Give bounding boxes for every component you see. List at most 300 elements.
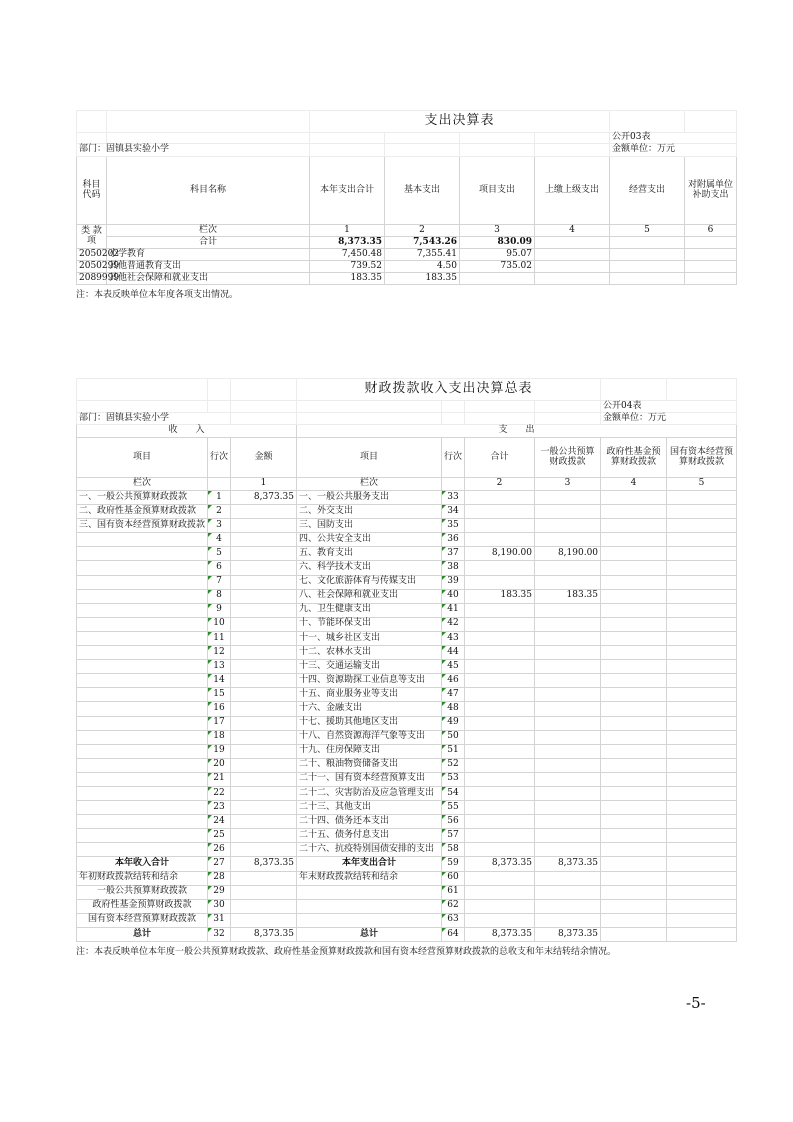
- table-row: [77, 631, 737, 645]
- expense-item: 年末财政拨款结转和结余: [297, 871, 442, 885]
- header-total: 本年支出合计: [310, 157, 385, 225]
- table-row: [77, 744, 737, 758]
- expense-line-no: 53: [442, 772, 465, 786]
- expense-general-budget: [535, 519, 601, 533]
- table04-title: 财政拨款收入支出决算总表: [297, 379, 601, 401]
- income-item: 国有资本经营预算财政拨款: [77, 913, 208, 927]
- income-amount: [231, 786, 297, 800]
- income-line-no: 12: [208, 646, 231, 660]
- table-row: [77, 273, 737, 285]
- expense-capital-budget: [667, 491, 737, 505]
- row-total: 183.35: [310, 273, 385, 285]
- header-capital-budget: 国有资本经营预算财政拨款: [667, 438, 737, 478]
- income-item: [77, 702, 208, 716]
- table03-title: 支出决算表: [310, 111, 610, 133]
- expense-capital-budget: [667, 815, 737, 829]
- expense-general-budget: [535, 688, 601, 702]
- income-item: 本年收入合计: [77, 857, 208, 871]
- expense-fund-budget: [601, 519, 667, 533]
- income-line-no: 32: [208, 927, 231, 941]
- expense-capital-budget: [667, 927, 737, 941]
- expense-fund-budget: [601, 730, 667, 744]
- table-row: [77, 561, 737, 575]
- expense-general-budget: [535, 702, 601, 716]
- expense-total: [465, 843, 535, 857]
- header-upper: 上缴上级支出: [535, 157, 610, 225]
- expense-capital-budget: [667, 829, 737, 843]
- table-row: [77, 857, 737, 871]
- expense-capital-budget: [667, 617, 737, 631]
- expense-line-no: 56: [442, 815, 465, 829]
- income-section-label: 收 入: [77, 425, 297, 438]
- table03-unit: 金额单位：万元: [610, 144, 737, 157]
- expense-general-budget: 183.35: [535, 589, 601, 603]
- expense-capital-budget: [667, 772, 737, 786]
- table-row: [77, 688, 737, 702]
- income-amount: 8,373.35: [231, 927, 297, 941]
- header-line: 行次: [208, 438, 231, 478]
- expense-general-budget: [535, 491, 601, 505]
- expense-item: 十八、自然资源海洋气象等支出: [297, 730, 442, 744]
- col-num: 1: [231, 478, 297, 491]
- expense-capital-budget: [667, 547, 737, 561]
- table-row: [77, 871, 737, 885]
- col-num: 2: [385, 225, 460, 237]
- total-value: 7,543.26: [385, 237, 460, 249]
- income-line-no: 23: [208, 801, 231, 815]
- table-row: [77, 913, 737, 927]
- expense-general-budget: [535, 871, 601, 885]
- expense-line-no: 57: [442, 829, 465, 843]
- expense-fund-budget: [601, 646, 667, 660]
- expense-capital-budget: [667, 674, 737, 688]
- table-row: [77, 702, 737, 716]
- expense-item: 二十六、抗疫特别国债安排的支出: [297, 843, 442, 857]
- expense-capital-budget: [667, 519, 737, 533]
- expense-line-no: 55: [442, 801, 465, 815]
- expense-fund-budget: [601, 927, 667, 941]
- income-line-no: 24: [208, 815, 231, 829]
- expense-item: [297, 913, 442, 927]
- table-row: [77, 575, 737, 589]
- row-total: 739.52: [310, 261, 385, 273]
- expense-total: [465, 617, 535, 631]
- income-item: [77, 758, 208, 772]
- table04-note: 注：本表反映单位本年度一般公共预算财政拨款、政府性基金预算财政拨款和国有资本经营预算财政拨款的总收支和年末结转结余情况。: [76, 947, 617, 957]
- table-row: [77, 617, 737, 631]
- table-row: [77, 716, 737, 730]
- table04-dept: 部门：固镇县实验小学: [77, 413, 231, 425]
- row-name: 小学教育: [107, 249, 310, 261]
- income-amount: 8,373.35: [231, 491, 297, 505]
- expense-fund-budget: [601, 899, 667, 913]
- income-amount: [231, 744, 297, 758]
- table-row: [77, 843, 737, 857]
- income-item: 总计: [77, 927, 208, 941]
- header-subject-code: 科目代码: [77, 157, 107, 225]
- expense-total: [465, 716, 535, 730]
- expense-fund-budget: [601, 561, 667, 575]
- expense-line-no: 42: [442, 617, 465, 631]
- expense-fund-budget: [601, 688, 667, 702]
- expense-general-budget: [535, 631, 601, 645]
- expense-total: [465, 815, 535, 829]
- total-value: 830.09: [460, 237, 535, 249]
- expense-line-no: 63: [442, 913, 465, 927]
- row-code: 2089999: [77, 273, 107, 285]
- income-item: 政府性基金预算财政拨款: [77, 899, 208, 913]
- table-row: [77, 786, 737, 800]
- income-line-no: 3: [208, 519, 231, 533]
- expense-general-budget: 8,190.00: [535, 547, 601, 561]
- expense-capital-budget: [667, 857, 737, 871]
- income-item: [77, 561, 208, 575]
- row-total: 7,450.48: [310, 249, 385, 261]
- expense-total: 183.35: [465, 589, 535, 603]
- table-row: [77, 547, 737, 561]
- income-line-no: 25: [208, 829, 231, 843]
- income-amount: [231, 533, 297, 547]
- class-label: 类 款 项: [77, 225, 107, 249]
- row-project: 735.02: [460, 261, 535, 273]
- expense-item: 十、节能环保支出: [297, 617, 442, 631]
- income-amount: [231, 758, 297, 772]
- expense-line-no: 59: [442, 857, 465, 871]
- income-amount: [231, 603, 297, 617]
- expense-fund-budget: [601, 617, 667, 631]
- income-line-no: 19: [208, 744, 231, 758]
- expense-total: [465, 801, 535, 815]
- header-subject-name: 科目名称: [107, 157, 310, 225]
- expense-item: 十六、金融支出: [297, 702, 442, 716]
- expense-item: 十九、住房保障支出: [297, 744, 442, 758]
- expense-capital-budget: [667, 716, 737, 730]
- expense-fund-budget: [601, 801, 667, 815]
- income-line-no: 29: [208, 885, 231, 899]
- expense-item: [297, 899, 442, 913]
- expense-item: 十四、资源勘探工业信息等支出: [297, 674, 442, 688]
- expense-total: [465, 603, 535, 617]
- expense-total: [465, 744, 535, 758]
- expense-capital-budget: [667, 913, 737, 927]
- expense-general-budget: [535, 744, 601, 758]
- header-general-budget: 一般公共预算财政拨款: [535, 438, 601, 478]
- income-amount: [231, 646, 297, 660]
- row-project: [460, 273, 535, 285]
- expense-total: 8,373.35: [465, 857, 535, 871]
- expense-fund-budget: [601, 505, 667, 519]
- expense-general-budget: [535, 716, 601, 730]
- income-item: 一般公共预算财政拨款: [77, 885, 208, 899]
- income-item: [77, 829, 208, 843]
- income-line-no: 8: [208, 589, 231, 603]
- expense-line-no: 35: [442, 519, 465, 533]
- expense-item: 本年支出合计: [297, 857, 442, 871]
- income-amount: 8,373.35: [231, 857, 297, 871]
- expense-line-no: 49: [442, 716, 465, 730]
- expense-fund-budget: [601, 843, 667, 857]
- expense-fund-budget: [601, 716, 667, 730]
- income-line-no: 21: [208, 772, 231, 786]
- income-amount: [231, 505, 297, 519]
- income-amount: [231, 688, 297, 702]
- income-item: [77, 646, 208, 660]
- income-line-no: 2: [208, 505, 231, 519]
- header-item: 项目: [297, 438, 442, 478]
- income-item: [77, 688, 208, 702]
- income-item: [77, 730, 208, 744]
- expense-general-budget: 8,373.35: [535, 857, 601, 871]
- expense-total: [465, 646, 535, 660]
- col-num: 3: [460, 225, 535, 237]
- expense-total: [465, 519, 535, 533]
- expense-capital-budget: [667, 575, 737, 589]
- expense-fund-budget: [601, 871, 667, 885]
- expense-item: 三、国防支出: [297, 519, 442, 533]
- expense-fund-budget: [601, 913, 667, 927]
- expense-item: 四、公共安全支出: [297, 533, 442, 547]
- expense-general-budget: [535, 843, 601, 857]
- income-line-no: 6: [208, 561, 231, 575]
- expense-item: 二十一、国有资本经营预算支出: [297, 772, 442, 786]
- income-item: [77, 716, 208, 730]
- expense-line-no: 51: [442, 744, 465, 758]
- income-item: [77, 660, 208, 674]
- income-item: 一、一般公共预算财政拨款: [77, 491, 208, 505]
- expense-general-budget: [535, 829, 601, 843]
- table03-dept: 部门：固镇县实验小学: [77, 144, 310, 157]
- expense-capital-budget: [667, 885, 737, 899]
- expense-capital-budget: [667, 871, 737, 885]
- table-row: [77, 660, 737, 674]
- header-project: 项目支出: [460, 157, 535, 225]
- income-amount: [231, 730, 297, 744]
- expense-general-budget: [535, 674, 601, 688]
- expense-fund-budget: [601, 758, 667, 772]
- income-item: [77, 674, 208, 688]
- expense-total: [465, 505, 535, 519]
- expense-general-budget: [535, 505, 601, 519]
- income-amount: [231, 801, 297, 815]
- header-basic: 基本支出: [385, 157, 460, 225]
- expense-total: [465, 491, 535, 505]
- expense-line-no: 37: [442, 547, 465, 561]
- row-basic: 7,355.41: [385, 249, 460, 261]
- income-amount: [231, 702, 297, 716]
- table-row: [77, 603, 737, 617]
- expense-line-no: 34: [442, 505, 465, 519]
- expense-general-budget: [535, 575, 601, 589]
- expense-item: 六、科学技术支出: [297, 561, 442, 575]
- col-num: 3: [535, 478, 601, 491]
- fiscal-summary-sheet: [76, 378, 736, 957]
- income-line-no: 11: [208, 631, 231, 645]
- row-name: 其他社会保障和就业支出: [107, 273, 310, 285]
- expense-item: [297, 885, 442, 899]
- expense-line-no: 50: [442, 730, 465, 744]
- expense-line-no: 43: [442, 631, 465, 645]
- income-amount: [231, 843, 297, 857]
- income-line-no: 13: [208, 660, 231, 674]
- expense-total: [465, 730, 535, 744]
- income-item: [77, 575, 208, 589]
- income-item: [77, 744, 208, 758]
- income-item: 三、国有资本经营预算财政拨款: [77, 519, 208, 533]
- expense-general-budget: [535, 899, 601, 913]
- expense-fund-budget: [601, 786, 667, 800]
- table-row: [77, 885, 737, 899]
- col-num: 4: [535, 225, 610, 237]
- income-line-no: 16: [208, 702, 231, 716]
- table-row: [77, 758, 737, 772]
- expense-fund-budget: [601, 589, 667, 603]
- expense-line-no: 47: [442, 688, 465, 702]
- row-code: 2050202: [77, 249, 107, 261]
- expense-line-no: 62: [442, 899, 465, 913]
- expense-total: [465, 533, 535, 547]
- expense-general-budget: [535, 913, 601, 927]
- table-row: [77, 815, 737, 829]
- expense-total: [465, 561, 535, 575]
- income-amount: [231, 575, 297, 589]
- income-amount: [231, 547, 297, 561]
- table-row: [77, 519, 737, 533]
- expense-capital-budget: [667, 688, 737, 702]
- income-line-no: 7: [208, 575, 231, 589]
- income-amount: [231, 913, 297, 927]
- row-project: 95.07: [460, 249, 535, 261]
- col-num: 4: [601, 478, 667, 491]
- table-row: [77, 899, 737, 913]
- income-amount: [231, 772, 297, 786]
- income-amount: [231, 885, 297, 899]
- income-line-no: 28: [208, 871, 231, 885]
- table-row: [77, 533, 737, 547]
- expense-fund-budget: [601, 603, 667, 617]
- expense-fund-budget: [601, 631, 667, 645]
- expense-total: [465, 913, 535, 927]
- income-item: 年初财政拨款结转和结余: [77, 871, 208, 885]
- expense-fund-budget: [601, 674, 667, 688]
- income-item: 二、政府性基金预算财政拨款: [77, 505, 208, 519]
- expense-item: 十三、交通运输支出: [297, 660, 442, 674]
- expense-capital-budget: [667, 899, 737, 913]
- row-basic: 4.50: [385, 261, 460, 273]
- income-line-no: 30: [208, 899, 231, 913]
- expense-line-no: 44: [442, 646, 465, 660]
- expense-total: 8,373.35: [465, 927, 535, 941]
- expense-total: [465, 702, 535, 716]
- expense-total: [465, 575, 535, 589]
- expense-fund-budget: [601, 575, 667, 589]
- income-item: [77, 603, 208, 617]
- income-item: [77, 533, 208, 547]
- expense-total: [465, 899, 535, 913]
- expense-fund-budget: [601, 660, 667, 674]
- income-item: [77, 772, 208, 786]
- income-item: [77, 589, 208, 603]
- income-line-no: 31: [208, 913, 231, 927]
- expense-general-budget: 8,373.35: [535, 927, 601, 941]
- income-line-no: 5: [208, 547, 231, 561]
- expense-general-budget: [535, 561, 601, 575]
- header-subsidy: 对附属单位补助支出: [685, 157, 737, 225]
- table03-code: 公开03表: [610, 133, 737, 144]
- income-amount: [231, 617, 297, 631]
- fiscal-rows: [77, 491, 737, 942]
- income-amount: [231, 815, 297, 829]
- expense-total: [465, 786, 535, 800]
- expense-capital-budget: [667, 631, 737, 645]
- expense-line-no: 40: [442, 589, 465, 603]
- col-num: 1: [310, 225, 385, 237]
- header-total: 合计: [465, 438, 535, 478]
- expense-capital-budget: [667, 561, 737, 575]
- table-row: [77, 249, 737, 261]
- expense-item: 十一、城乡社区支出: [297, 631, 442, 645]
- table-row: [77, 801, 737, 815]
- income-line-no: 15: [208, 688, 231, 702]
- expense-fund-budget: [601, 772, 667, 786]
- expense-item: 五、教育支出: [297, 547, 442, 561]
- fiscal-summary-table: [76, 378, 737, 942]
- income-line-no: 20: [208, 758, 231, 772]
- expense-total: [465, 674, 535, 688]
- expense-total: [465, 829, 535, 843]
- expense-item: 二十、粮油物资储备支出: [297, 758, 442, 772]
- expense-total: [465, 688, 535, 702]
- expense-total: 8,190.00: [465, 547, 535, 561]
- table-row: [77, 829, 737, 843]
- row-code: 2050299: [77, 261, 107, 273]
- table-row: [77, 589, 737, 603]
- header-line: 行次: [442, 438, 465, 478]
- expense-item: 二十二、灾害防治及应急管理支出: [297, 786, 442, 800]
- expense-line-no: 60: [442, 871, 465, 885]
- income-amount: [231, 871, 297, 885]
- table-row: [77, 646, 737, 660]
- income-line-no: 14: [208, 674, 231, 688]
- expense-general-budget: [535, 603, 601, 617]
- expense-item: 二、外交支出: [297, 505, 442, 519]
- expense-general-budget: [535, 885, 601, 899]
- expenditure-table: [76, 110, 737, 285]
- expense-fund-budget: [601, 547, 667, 561]
- expense-total: [465, 660, 535, 674]
- page-number: -5-: [686, 994, 706, 1012]
- expense-general-budget: [535, 660, 601, 674]
- expense-capital-budget: [667, 505, 737, 519]
- income-line-no: 10: [208, 617, 231, 631]
- income-line-no: 18: [208, 730, 231, 744]
- table-row: [77, 927, 737, 941]
- expense-item: 总计: [297, 927, 442, 941]
- expense-item: 二十四、债务还本支出: [297, 815, 442, 829]
- expense-total: [465, 885, 535, 899]
- expense-total: [465, 631, 535, 645]
- lanci-label: 栏次: [107, 225, 310, 237]
- header-item: 项目: [77, 438, 208, 478]
- expense-capital-budget: [667, 801, 737, 815]
- income-item: [77, 547, 208, 561]
- expense-line-no: 39: [442, 575, 465, 589]
- expense-line-no: 36: [442, 533, 465, 547]
- income-amount: [231, 589, 297, 603]
- table-row: [77, 772, 737, 786]
- table-row: [77, 491, 737, 505]
- expense-total: [465, 772, 535, 786]
- expense-fund-budget: [601, 829, 667, 843]
